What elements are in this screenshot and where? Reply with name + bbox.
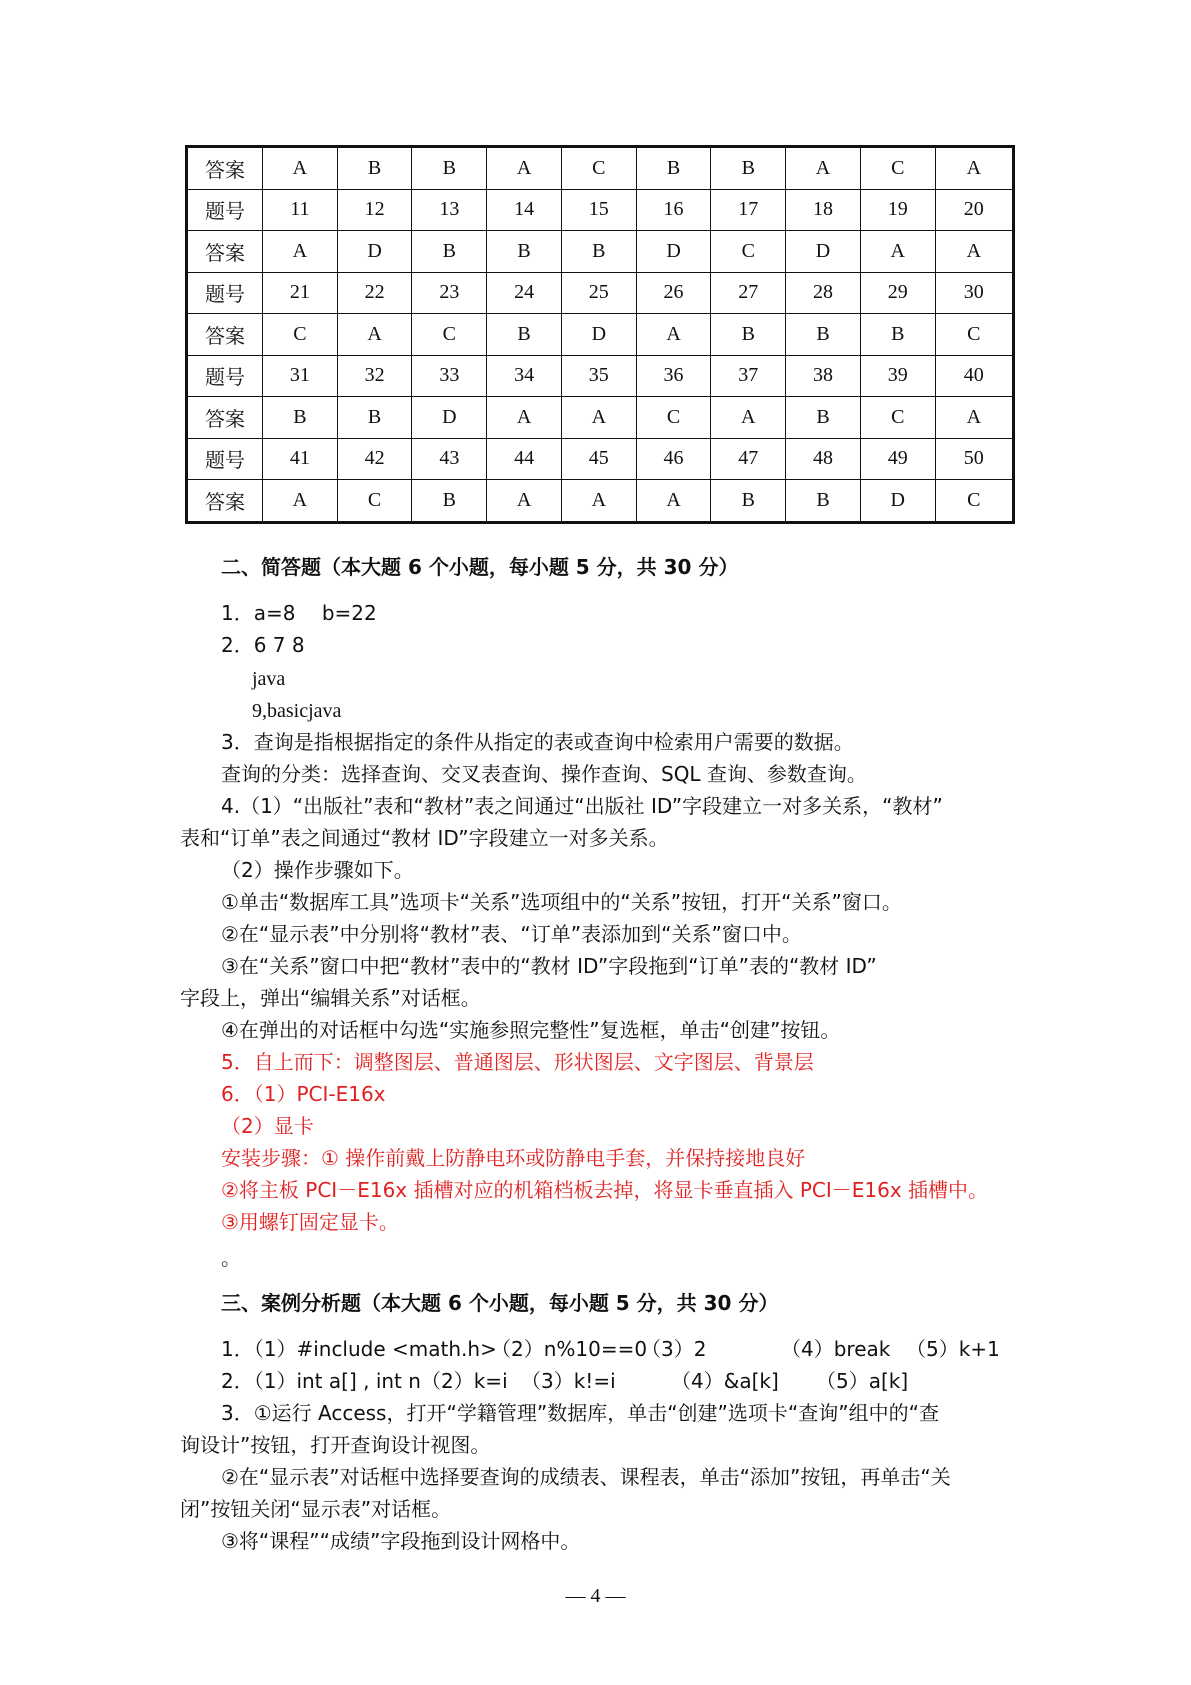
table-cell: 50 <box>935 438 1013 480</box>
table-cell: B <box>337 397 412 439</box>
table-row <box>187 189 1014 231</box>
s2-q2-line2: java <box>252 668 286 690</box>
table-cell: 17 <box>711 189 786 231</box>
table-cell: 38 <box>786 355 861 397</box>
table-cell: 21 <box>263 272 338 314</box>
s3-q3-line4: 闭”按钮关闭“显示表”对话框。 <box>180 1497 452 1521</box>
table-cell: B <box>561 231 636 273</box>
answer-table <box>185 145 1015 524</box>
s3-q2-part2: （2）k=i <box>421 1369 508 1393</box>
s2-q4-line7: 字段上，弹出“编辑关系”对话框。 <box>180 986 481 1010</box>
table-cell: 43 <box>412 438 487 480</box>
table-cell: 25 <box>561 272 636 314</box>
s2-q6-line1: 6．（1）PCI-E16x <box>221 1082 386 1106</box>
s3-q1-row <box>221 1334 1000 1364</box>
table-cell: 13 <box>412 189 487 231</box>
table-cell: D <box>636 231 711 273</box>
s2-q1: 1．a=8 b=22 <box>221 601 377 625</box>
table-cell: 27 <box>711 272 786 314</box>
s2-q6-line3: 安装步骤：① 操作前戴上防静电环或防静电手套，并保持接地良好 <box>221 1146 806 1170</box>
table-cell: B <box>711 147 786 190</box>
table-cell: 15 <box>561 189 636 231</box>
s3-q1-part2: （2）n%10==0 <box>491 1337 648 1361</box>
table-cell: A <box>561 480 636 523</box>
table-cell: A <box>860 231 935 273</box>
s2-q6-line2: （2）显卡 <box>221 1114 314 1138</box>
table-cell: B <box>786 397 861 439</box>
table-cell: C <box>935 314 1013 356</box>
row-header: 答案 <box>187 147 263 190</box>
table-cell: 40 <box>935 355 1013 397</box>
s2-q2-line1: 2．6 7 8 <box>221 633 305 657</box>
table-cell: C <box>711 231 786 273</box>
row-header: 答案 <box>187 480 263 523</box>
table-cell: 16 <box>636 189 711 231</box>
table-cell: A <box>561 397 636 439</box>
s2-q4-line3: （2）操作步骤如下。 <box>221 858 414 882</box>
s3-q2-part3: （3）k!=i <box>521 1369 616 1393</box>
table-row <box>187 147 1014 190</box>
row-header: 题号 <box>187 272 263 314</box>
s2-q3-line2: 查询的分类：选择查询、交叉表查询、操作查询、SQL 查询、参数查询。 <box>221 762 867 786</box>
table-cell: C <box>263 314 338 356</box>
table-cell: 30 <box>935 272 1013 314</box>
table-cell: 34 <box>487 355 562 397</box>
table-cell: 11 <box>263 189 338 231</box>
table-cell: C <box>337 480 412 523</box>
s2-q4-line8: ④在弹出的对话框中勾选“实施参照完整性”复选框，单击“创建”按钮。 <box>221 1018 841 1042</box>
table-cell: B <box>412 147 487 190</box>
row-header: 题号 <box>187 355 263 397</box>
table-cell: 24 <box>487 272 562 314</box>
table-cell: 31 <box>263 355 338 397</box>
table-cell: 23 <box>412 272 487 314</box>
table-cell: 46 <box>636 438 711 480</box>
table-cell: 29 <box>860 272 935 314</box>
row-header: 题号 <box>187 189 263 231</box>
s3-q3-line3: ②在“显示表”对话框中选择要查询的成绩表、课程表，单击“添加”按钮，再单击“关 <box>221 1465 951 1489</box>
table-cell: 41 <box>263 438 338 480</box>
s3-q3-line5: ③将“课程”“成绩”字段拖到设计网格中。 <box>221 1529 581 1553</box>
table-cell: C <box>860 147 935 190</box>
table-cell: A <box>487 397 562 439</box>
table-cell: A <box>636 314 711 356</box>
page-number: — 4 — <box>565 1585 626 1607</box>
table-cell: 32 <box>337 355 412 397</box>
table-cell: 36 <box>636 355 711 397</box>
table-cell: 12 <box>337 189 412 231</box>
s2-dot: 。 <box>221 1246 241 1270</box>
s2-q4-line6: ③在“关系”窗口中把“教材”表中的“教材 ID”字段拖到“订单”表的“教材 ID” <box>221 954 877 978</box>
table-cell: D <box>412 397 487 439</box>
s2-q2-line3: 9,basicjava <box>252 700 342 722</box>
table-cell: A <box>636 480 711 523</box>
s3-q1-part1: 1．（1）#include <math.h> <box>221 1337 497 1361</box>
table-cell: A <box>786 147 861 190</box>
table-row <box>187 355 1014 397</box>
s3-q1-part4: （4）break <box>781 1337 891 1361</box>
s3-q2-row <box>221 1366 908 1396</box>
table-row <box>187 314 1014 356</box>
table-cell: A <box>711 397 786 439</box>
s2-q5: 5．自上而下：调整图层、普通图层、形状图层、文字图层、背景层 <box>221 1050 814 1074</box>
table-cell: B <box>860 314 935 356</box>
table-cell: B <box>711 480 786 523</box>
table-cell: B <box>636 147 711 190</box>
table-cell: 47 <box>711 438 786 480</box>
table-row <box>187 438 1014 480</box>
table-cell: 39 <box>860 355 935 397</box>
table-cell: A <box>337 314 412 356</box>
table-cell: 33 <box>412 355 487 397</box>
table-cell: A <box>935 231 1013 273</box>
table-cell: C <box>412 314 487 356</box>
table-cell: D <box>786 231 861 273</box>
table-cell: A <box>487 147 562 190</box>
table-cell: 19 <box>860 189 935 231</box>
table-cell: D <box>337 231 412 273</box>
table-cell: D <box>561 314 636 356</box>
table-cell: A <box>263 231 338 273</box>
table-cell: 26 <box>636 272 711 314</box>
row-header: 答案 <box>187 314 263 356</box>
table-row <box>187 480 1014 523</box>
s2-q4-line5: ②在“显示表”中分别将“教材”表、“订单”表添加到“关系”窗口中。 <box>221 922 802 946</box>
s3-q1-part5: （5）k+1 <box>906 1337 1000 1361</box>
table-cell: 14 <box>487 189 562 231</box>
table-row <box>187 397 1014 439</box>
section2-heading: 二、简答题（本大题 6 个小题，每小题 5 分，共 30 分） <box>221 555 739 579</box>
table-cell: 28 <box>786 272 861 314</box>
section3-heading: 三、案例分析题（本大题 6 个小题，每小题 5 分，共 30 分） <box>221 1291 779 1315</box>
table-cell: B <box>786 480 861 523</box>
s2-q6-line4: ②将主板 PCI－E16x 插槽对应的机箱档板去掉，将显卡垂直插入 PCI－E16x 插槽中。 <box>221 1178 989 1202</box>
table-cell: A <box>487 480 562 523</box>
table-cell: A <box>935 397 1013 439</box>
table-cell: A <box>263 480 338 523</box>
table-cell: A <box>935 147 1013 190</box>
table-cell: 18 <box>786 189 861 231</box>
s2-q4-line4: ①单击“数据库工具”选项卡“关系”选项组中的“关系”按钮，打开“关系”窗口。 <box>221 890 902 914</box>
s3-q1-part3: （3）2 <box>641 1337 707 1361</box>
s2-q3-line1: 3．查询是指根据指定的条件从指定的表或查询中检索用户需要的数据。 <box>221 730 854 754</box>
table-cell: 37 <box>711 355 786 397</box>
table-cell: 22 <box>337 272 412 314</box>
table-cell: C <box>636 397 711 439</box>
table-cell: B <box>337 147 412 190</box>
table-row <box>187 272 1014 314</box>
table-cell: C <box>561 147 636 190</box>
table-cell: B <box>263 397 338 439</box>
table-cell: A <box>263 147 338 190</box>
s3-q2-part1: 2．（1）int a[] , int n <box>221 1369 421 1393</box>
table-cell: B <box>487 314 562 356</box>
table-cell: D <box>860 480 935 523</box>
table-cell: 48 <box>786 438 861 480</box>
table-cell: C <box>860 397 935 439</box>
row-header: 答案 <box>187 231 263 273</box>
s2-q4-line2: 表和“订单”表之间通过“教材 ID”字段建立一对多关系。 <box>180 826 669 850</box>
table-cell: 49 <box>860 438 935 480</box>
table-cell: 35 <box>561 355 636 397</box>
s3-q3-line2: 询设计”按钮，打开查询设计视图。 <box>180 1433 491 1457</box>
table-cell: 42 <box>337 438 412 480</box>
s3-q3-line1: 3．①运行 Access，打开“学籍管理”数据库，单击“创建”选项卡“查询”组中的“查 <box>221 1401 940 1425</box>
s3-q2-part5: （5）a[k] <box>816 1369 909 1393</box>
table-cell: B <box>412 480 487 523</box>
row-header: 答案 <box>187 397 263 439</box>
table-row <box>187 231 1014 273</box>
table-cell: B <box>711 314 786 356</box>
s2-q6-line5: ③用螺钉固定显卡。 <box>221 1210 399 1234</box>
row-header: 题号 <box>187 438 263 480</box>
table-cell: C <box>935 480 1013 523</box>
table-cell: 44 <box>487 438 562 480</box>
table-cell: B <box>487 231 562 273</box>
s2-q4-line1: 4.（1）“出版社”表和“教材”表之间通过“出版社 ID”字段建立一对多关系，“教材” <box>221 794 943 818</box>
table-cell: 45 <box>561 438 636 480</box>
s3-q2-part4: （4）&a[k] <box>671 1369 779 1393</box>
table-cell: B <box>786 314 861 356</box>
table-cell: B <box>412 231 487 273</box>
table-cell: 20 <box>935 189 1013 231</box>
